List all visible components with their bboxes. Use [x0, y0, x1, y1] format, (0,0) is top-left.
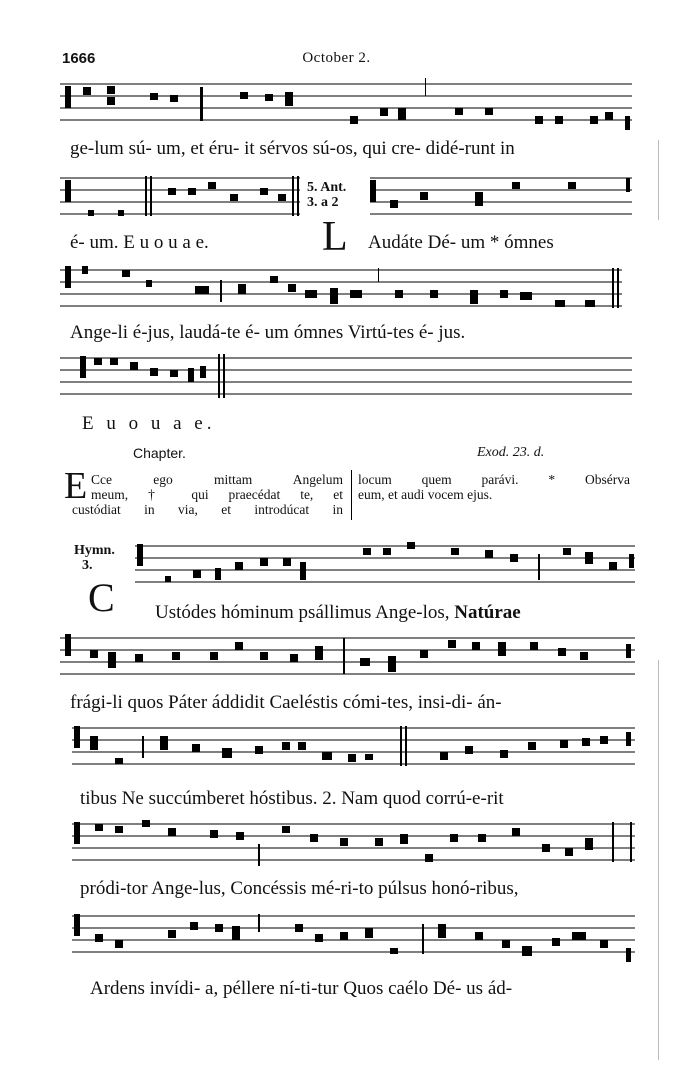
chapter-initial: E: [64, 465, 88, 507]
hymn-text: [155, 602, 521, 624]
chapter-left-line-3: custódiat in via, et introdúcat in: [72, 502, 343, 517]
hymn-initial: C: [88, 575, 115, 620]
music-staff-8: [60, 818, 640, 873]
chapter-right-column: [358, 472, 630, 502]
column-divider: [351, 470, 352, 520]
chapter-right-line-2: eum, et audi vocem ejus.: [358, 487, 493, 502]
hymn-text-regular: Ustódes hóminum psállimus Ange-los,: [155, 602, 450, 623]
lyrics-line-4: E u o u a e.: [82, 413, 216, 434]
antiphon-mode: 3. a 2: [307, 195, 339, 210]
lyrics-line-3: Ange-li é-jus, laudá-te é- um ómnes Virtú-tes é- jus.: [70, 322, 466, 343]
antiphon-initial: L: [322, 214, 348, 260]
page-number: 1666: [62, 50, 96, 67]
music-staff-7: [60, 722, 640, 777]
lyrics-line-5: frági-li quos Páter áddidit Caeléstis cómi-tes, insi-di- án-: [70, 692, 502, 713]
lyrics-line-7: pródi-tor Ange-lus, Concéssis mé-ri-to púlsus honó-ribus,: [80, 878, 519, 899]
chapter-reference: Exod. 23. d.: [477, 445, 545, 460]
lyrics-line-2: é- um. E u o u a e.: [70, 232, 209, 253]
lyrics-line-1: ge-lum sú- um, et éru- it sérvos sú-os, qui cre- didé-runt in: [70, 138, 515, 159]
music-staff-3: [60, 264, 635, 319]
antiphon-text: Audáte Dé- um * ómnes: [368, 232, 554, 253]
lyrics-line-8: Ardens invídi- a, péllere ní-ti-tur Quos caélo Dé- us ád-: [90, 978, 513, 999]
music-staff-5: [135, 540, 673, 590]
chapter-title: Chapter.: [133, 445, 186, 461]
margin-rule: [658, 660, 659, 1060]
lyrics-line-6: tibus Ne succúmberet hóstibus. 2. Nam quod corrú-e-rit: [80, 788, 504, 809]
antiphon-number: 5. Ant.: [307, 180, 347, 195]
music-staff-6: [60, 632, 640, 687]
music-staff-4: [60, 352, 635, 407]
chapter-left-line-1: Cce ego mittam Angelum: [91, 472, 343, 487]
margin-rule: [658, 140, 659, 220]
hymn-mode: 3.: [82, 558, 93, 573]
running-title: October 2.: [302, 50, 371, 66]
music-staff-9: [60, 910, 640, 965]
hymn-text-bold: Natúrae: [454, 602, 521, 623]
hymn-title: Hymn.: [74, 543, 115, 558]
hymn-label: [74, 543, 115, 573]
chapter-left-column: [91, 472, 343, 502]
antiphon-label: [307, 180, 346, 210]
chapter-right-line-1: locum quem parávi. * Obsérva: [358, 472, 630, 487]
music-staff-1: [60, 78, 635, 138]
chapter-left-line-2: meum, † qui praecédat te, et: [91, 487, 343, 502]
